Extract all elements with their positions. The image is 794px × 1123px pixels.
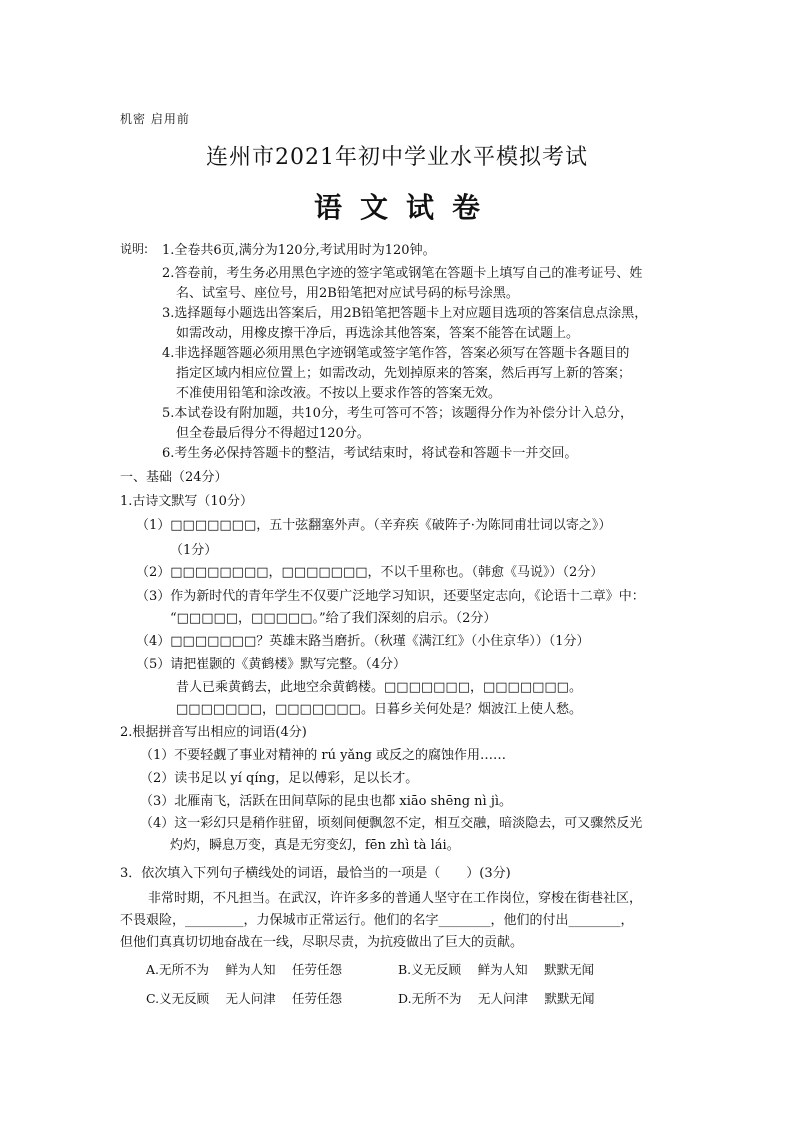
q2-item: （1）不要轻觑了事业对精神的 rú yǎng 或反之的腐蚀作用…… — [140, 748, 507, 763]
instruction-line: 6.考生务必保持答题卡的整洁，考试结束时，将试卷和答题卡一并交回。 — [162, 446, 578, 461]
paper-subtitle: 语文试卷 — [313, 191, 498, 224]
question-3-title: 3．依次填入下列句子横线处的词语，最恰当的一项是（ ）(3分) — [120, 866, 511, 881]
instruction-line: 名、试室号、座位号，用2B铅笔把对应试号码的标号涂黑。 — [176, 286, 519, 301]
q1-item: （1分） — [170, 543, 218, 558]
question-1-title: 1.古诗文默写（10分） — [120, 494, 253, 509]
instruction-line: 2.答卷前，考生务必用黑色字迹的签字笔或钢笔在答题卡上填写自己的准考证号、姓 — [162, 266, 643, 281]
exam-title: 连州市2021年初中学业水平模拟考试 — [206, 145, 588, 170]
q2-item: 灼灼，瞬息万变，真是无穷变幻，fēn zhì tà lái。 — [170, 838, 460, 853]
question-2-title: 2.根据拼音写出相应的词语(4分) — [120, 725, 307, 740]
option-c: C.义无反顾 无人问津 任劳任怨 — [146, 991, 343, 1006]
q1-item: （3）作为新时代的青年学生不仅要广泛地学习知识，还要坚定志向，《论语十二章》中： — [136, 589, 645, 604]
notes-label: 说明: — [120, 242, 149, 256]
confidential-label: 机密 启用前 — [120, 112, 190, 126]
q2-item: （3）北雁南飞，活跃在田间草际的昆虫也都 xiāo shēng nì jì。 — [140, 794, 513, 809]
q1-item: □□□□□□□，□□□□□□□。日暮乡关何处是？烟波江上使人愁。 — [176, 702, 582, 717]
option-d: D.无所不为 无人问津 默默无闻 — [398, 991, 595, 1006]
q2-item: （4）这一彩幻只是稍作驻留，顷刻间便飘忽不定，相互交融，暗淡隐去，可又骤然反光 — [140, 816, 643, 831]
q1-item: 昔人已乘黄鹤去，此地空余黄鹤楼。□□□□□□□，□□□□□□□。 — [176, 680, 582, 695]
q1-item: （4）□□□□□□□？英雄末路当磨折。（秋瑾《满江红》（小住京华））（1分） — [136, 634, 590, 649]
option-a: A.无所不为 鲜为人知 任劳任怨 — [146, 962, 342, 977]
q2-item: （2）读书足以 yí qíng，足以傅彩，足以长才。 — [140, 771, 419, 786]
q1-item: （5）请把崔颢的《黄鹤楼》默写完整。（4分） — [136, 657, 407, 672]
q3-passage-line: 但他们真真切切地奋战在一线，尽职尽责，为抗疫做出了巨大的贡献。 — [120, 935, 524, 950]
q1-item: （1）□□□□□□□，五十弦翻塞外声。（辛弃疾《破阵子·为陈同甫壮词以寄之》） — [136, 518, 612, 533]
q3-passage-line: 不畏艰险，_________，力保城市正常运行。他们的名字________，他们的付出________， — [120, 913, 634, 928]
instruction-line: 不准使用铅笔和涂改液。不按以上要求作答的答案无效。 — [176, 386, 502, 401]
instruction-line: 但全卷最后得分不得超过120分。 — [176, 426, 370, 441]
instruction-line: 指定区域内相应位置上；如需改动，先划掉原来的答案，然后再写上新的答案； — [176, 366, 632, 381]
instruction-line: 3.选择题每小题选出答案后，用2B铅笔把答题卡上对应题目选项的答案信息点涂黑， — [162, 306, 648, 321]
instruction-line: 5.本试卷设有附加题，共10分，考生可答可不答；该题得分作为补偿分计入总分， — [162, 406, 633, 421]
q1-item: （2）□□□□□□□□，□□□□□□□，不以千里称也。（韩愈《马说》）（2分） — [136, 565, 604, 580]
instruction-line: 如需改动，用橡皮擦干净后，再选涂其他答案，答案不能答在试题上。 — [176, 326, 580, 341]
section-heading: 一、基础（24分） — [120, 470, 228, 485]
instruction-line: 4.非选择题答题必须用黑色字迹钢笔或签字笔作答，答案必须写在答题卡各题目的 — [162, 346, 630, 361]
option-b: B.义无反顾 鲜为人知 默默无闻 — [398, 962, 595, 977]
q1-item: “□□□□□，□□□□□。”给了我们深刻的启示。（2分） — [170, 611, 497, 626]
q3-passage-line: 非常时期，不凡担当。在武汉，许许多多的普通人坚守在工作岗位，穿梭在街巷社区， — [148, 891, 643, 906]
instruction-line: 1.全卷共6页,满分为120分,考试用时为120钟。 — [162, 243, 436, 258]
